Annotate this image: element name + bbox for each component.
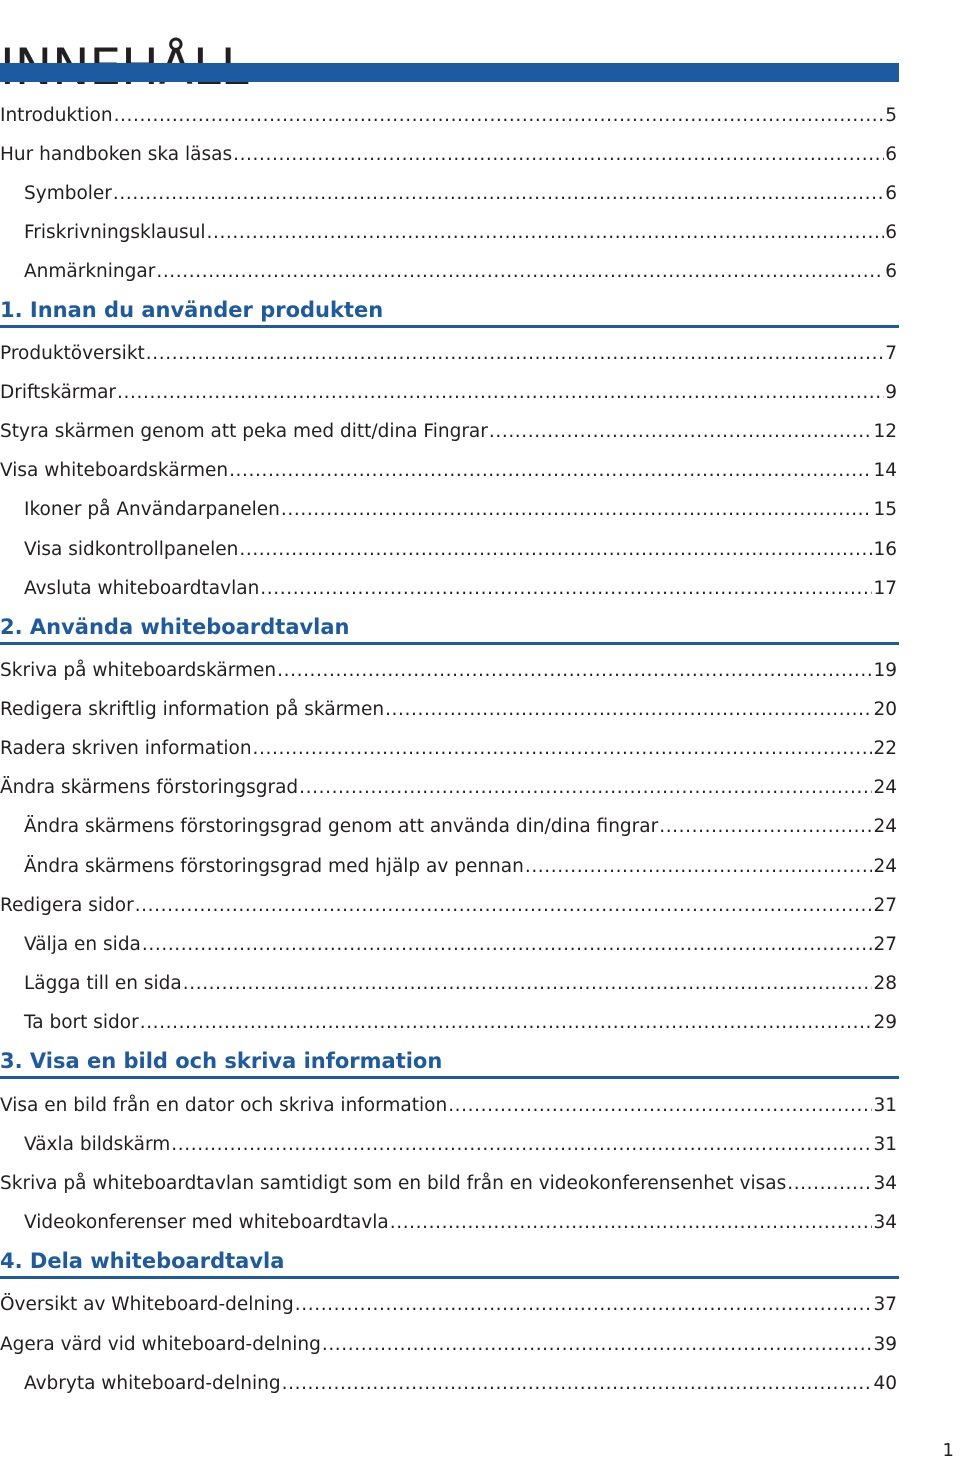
- toc-entry-page: 6: [885, 222, 897, 243]
- toc-entry-label: Visa sidkontrollpanelen: [24, 539, 239, 560]
- toc-entry-page: 37: [873, 1294, 897, 1315]
- chapter-rule: [0, 325, 899, 328]
- toc-entry[interactable]: [0, 378, 897, 408]
- toc-entry[interactable]: [0, 969, 897, 999]
- title-accent-bar: [0, 63, 899, 82]
- toc-entry-page: 24: [873, 856, 897, 877]
- toc-entry-label: Driftskärmar: [0, 382, 117, 403]
- toc-entry-label: Skriva på whiteboardtavlan samtidigt som en bild från en videokonferensenhet visas: [0, 1173, 787, 1194]
- toc-leader: [117, 378, 884, 408]
- toc-entry-page: 19: [873, 660, 897, 681]
- toc-entry-page: 22: [873, 738, 897, 759]
- toc-leader: [253, 734, 873, 764]
- toc-leader: [229, 456, 872, 486]
- toc-entry-page: 27: [873, 934, 897, 955]
- toc-leader: [282, 1369, 873, 1399]
- toc-leader: [206, 218, 884, 248]
- toc-entry[interactable]: [0, 535, 897, 565]
- toc-entry-page: 24: [873, 816, 897, 837]
- toc-leader: [142, 930, 873, 960]
- toc-leader: [114, 101, 885, 131]
- toc-entry[interactable]: [0, 574, 897, 604]
- toc-entry-label: Visa en bild från en dator och skriva information: [0, 1095, 448, 1116]
- chapter-heading[interactable]: 3. Visa en bild och skriva information: [0, 1049, 443, 1073]
- toc-entry-page: 24: [873, 777, 897, 798]
- toc-leader: [385, 695, 872, 725]
- toc-entry-page: 40: [873, 1373, 897, 1394]
- toc-entry-page: 5: [885, 105, 897, 126]
- toc-entry-page: 39: [873, 1334, 897, 1355]
- toc-leader: [146, 339, 884, 369]
- toc-leader: [448, 1091, 872, 1121]
- toc-entry-page: 34: [873, 1173, 897, 1194]
- toc-leader: [239, 535, 872, 565]
- chapter-heading[interactable]: 2. Använda whiteboardtavlan: [0, 615, 350, 639]
- toc-leader: [659, 812, 872, 842]
- toc-entry[interactable]: [0, 1091, 897, 1121]
- toc-leader: [322, 1330, 873, 1360]
- toc-entry-page: 34: [873, 1212, 897, 1233]
- chapter-rule: [0, 642, 899, 645]
- toc-entry-label: Ändra skärmens förstoringsgrad genom att använda din/dina fingrar: [24, 816, 659, 837]
- toc-leader: [171, 1130, 872, 1160]
- toc-entry-page: 6: [885, 183, 897, 204]
- toc-entry[interactable]: [0, 1330, 897, 1360]
- toc-leader: [281, 495, 873, 525]
- toc-entry-label: Ta bort sidor: [24, 1012, 139, 1033]
- toc-entry[interactable]: [0, 1130, 897, 1160]
- toc-entry-label: Översikt av Whiteboard-delning: [0, 1294, 294, 1315]
- toc-leader: [260, 574, 872, 604]
- toc-entry-label: Redigera skriftlig information på skärmen: [0, 699, 385, 720]
- toc-entry-page: 14: [873, 460, 897, 481]
- toc-leader: [277, 656, 872, 686]
- toc-entry-label: Avsluta whiteboardtavlan: [24, 578, 260, 599]
- toc-entry-label: Symboler: [24, 183, 112, 204]
- toc-entry[interactable]: [0, 812, 897, 842]
- toc-entry[interactable]: [0, 695, 897, 725]
- toc-entry-label: Friskrivningsklausul: [24, 222, 206, 243]
- toc-entry-page: 29: [873, 1012, 897, 1033]
- toc-entry[interactable]: [0, 140, 897, 170]
- chapter-rule: [0, 1276, 899, 1279]
- toc-entry-label: Hur handboken ska läsas: [0, 144, 233, 165]
- toc-entry-label: Välja en sida: [24, 934, 141, 955]
- toc-entry[interactable]: [0, 417, 897, 447]
- toc-entry[interactable]: [0, 852, 897, 882]
- toc-leader: [489, 417, 873, 447]
- toc-entry[interactable]: [0, 1290, 897, 1320]
- chapter-heading[interactable]: 1. Innan du använder produkten: [0, 298, 384, 322]
- page-number: 1: [942, 1440, 954, 1461]
- toc-entry-page: 27: [873, 895, 897, 916]
- toc-leader: [525, 852, 873, 882]
- toc-entry-page: 31: [873, 1095, 897, 1116]
- toc-entry[interactable]: [0, 495, 897, 525]
- toc-entry-label: Produktöversikt: [0, 343, 145, 364]
- toc-leader: [299, 773, 872, 803]
- toc-entry-label: Visa whiteboardskärmen: [0, 460, 229, 481]
- toc-entry-label: Introduktion: [0, 105, 113, 126]
- toc-entry-page: 6: [885, 261, 897, 282]
- toc-leader: [233, 140, 884, 170]
- toc-entry[interactable]: [0, 1169, 897, 1199]
- toc-leader: [135, 891, 873, 921]
- toc-entry[interactable]: [0, 1208, 897, 1238]
- toc-entry-label: Radera skriven information: [0, 738, 252, 759]
- toc-entry[interactable]: [0, 1369, 897, 1399]
- toc-leader: [156, 257, 884, 287]
- toc-entry-page: 7: [885, 343, 897, 364]
- toc-entry-label: Växla bildskärm: [24, 1134, 171, 1155]
- toc-leader: [183, 969, 873, 999]
- toc-entry[interactable]: [0, 218, 897, 248]
- toc-entry[interactable]: [0, 1008, 897, 1038]
- toc-leader: [140, 1008, 873, 1038]
- toc-entry-page: 20: [873, 699, 897, 720]
- toc-entry-page: 17: [873, 578, 897, 599]
- toc-entry[interactable]: [0, 339, 897, 369]
- toc-entry-label: Skriva på whiteboardskärmen: [0, 660, 277, 681]
- toc-entry-label: Avbryta whiteboard-delning: [24, 1373, 281, 1394]
- toc-entry[interactable]: [0, 179, 897, 209]
- toc-entry-page: 6: [885, 144, 897, 165]
- toc-entry-label: Styra skärmen genom att peka med ditt/dina Fingrar: [0, 421, 488, 442]
- toc-entry[interactable]: [0, 891, 897, 921]
- toc-entry[interactable]: [0, 656, 897, 686]
- toc-entry-label: Ikoner på Användarpanelen: [24, 499, 280, 520]
- toc-entry-label: Anmärkningar: [24, 261, 156, 282]
- toc-entry-label: Ändra skärmens förstoringsgrad: [0, 777, 299, 798]
- toc-entry-page: 15: [873, 499, 897, 520]
- toc-entry-label: Redigera sidor: [0, 895, 134, 916]
- toc-entry[interactable]: [0, 101, 897, 131]
- chapter-rule: [0, 1076, 899, 1079]
- toc-leader: [787, 1169, 872, 1199]
- toc-entry-label: Ändra skärmens förstoringsgrad med hjälp av pennan: [24, 856, 524, 877]
- toc-leader: [390, 1208, 873, 1238]
- toc-entry-page: 28: [873, 973, 897, 994]
- toc-entry-page: 9: [885, 382, 897, 403]
- toc-entry[interactable]: [0, 257, 897, 287]
- toc-entry[interactable]: [0, 456, 897, 486]
- toc-entry-label: Agera värd vid whiteboard-delning: [0, 1334, 321, 1355]
- toc-leader: [295, 1290, 873, 1320]
- toc-entry-page: 16: [873, 539, 897, 560]
- chapter-heading[interactable]: 4. Dela whiteboardtavla: [0, 1249, 285, 1273]
- toc-entry-page: 31: [873, 1134, 897, 1155]
- toc-leader: [113, 179, 884, 209]
- toc-entry[interactable]: [0, 773, 897, 803]
- toc-entry-page: 12: [873, 421, 897, 442]
- toc-entry-label: Lägga till en sida: [24, 973, 182, 994]
- toc-entry-label: Videokonferenser med whiteboardtavla: [24, 1212, 389, 1233]
- toc-entry[interactable]: [0, 734, 897, 764]
- toc-entry[interactable]: [0, 930, 897, 960]
